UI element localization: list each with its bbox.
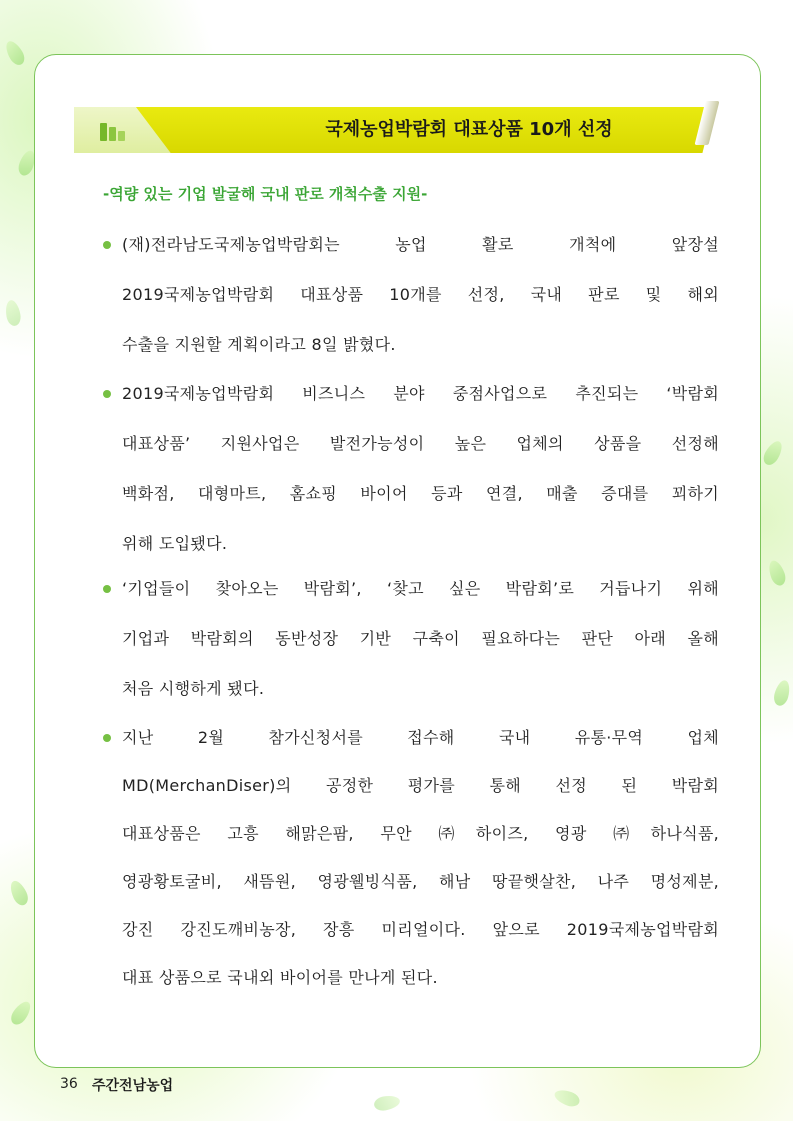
- page-number: 36: [60, 1076, 78, 1092]
- bullet-icon: [103, 390, 111, 398]
- bar-chart-icon: [100, 119, 130, 141]
- text-line: ‘기업들이 찾아오는 박람회’, ‘찾고 싶은 박람회’로 거듭나기 위해: [122, 579, 719, 598]
- content-frame: [34, 54, 761, 1068]
- text-line: 대표상품’ 지원사업은 발전가능성이 높은 업체의 상품을 선정해: [122, 434, 719, 453]
- text-line: 처음 시행하게 됐다.: [122, 679, 265, 698]
- text-line: 백화점, 대형마트, 홈쇼핑 바이어 등과 연결, 매출 증대를 꾀하기: [122, 484, 719, 503]
- bullet-icon: [103, 241, 111, 249]
- article-title: 국제농업박람회 대표상품 10개 선정: [325, 119, 613, 140]
- leaf-decoration: [760, 438, 785, 468]
- text-line: 기업과 박람회의 동반성장 기반 구축이 필요하다는 판단 아래 올해: [122, 629, 719, 648]
- text-line: 2019국제농업박람회 비즈니스 분야 중점사업으로 추진되는 ‘박람회: [122, 384, 719, 403]
- bullet-icon: [103, 585, 111, 593]
- leaf-decoration: [552, 1087, 581, 1109]
- leaf-decoration: [4, 299, 22, 327]
- text-line: 수출을 지원할 계획이라고 8일 밝혔다.: [122, 335, 396, 354]
- title-banner: [74, 107, 714, 153]
- leaf-decoration: [373, 1094, 401, 1112]
- text-line: 위해 도입됐다.: [122, 534, 228, 553]
- leaf-decoration: [772, 679, 792, 708]
- leaf-decoration: [2, 38, 27, 68]
- text-line: MD(MerchanDiser)의 공정한 평가를 통해 선정 된 박람회: [122, 776, 719, 795]
- text-line: 대표상품은 고흥 해맑은팜, 무안 ㈜하이즈, 영광 ㈜하나식품,: [122, 824, 719, 843]
- text-line: 2019국제농업박람회 대표상품 10개를 선정, 국내 판로 및 해외: [122, 285, 719, 304]
- leaf-decoration: [8, 998, 34, 1027]
- text-line: 강진 강진도깨비농장, 장흥 미리얼이다. 앞으로 2019국제농업박람회: [122, 920, 719, 939]
- leaf-decoration: [766, 558, 788, 587]
- text-line: 영광황토굴비, 새뜸원, 영광웰빙식품, 해남 땅끝햇살찬, 나주 명성제분,: [122, 872, 719, 891]
- bullet-icon: [103, 734, 111, 742]
- leaf-decoration: [7, 878, 31, 907]
- text-line: 지난 2월 참가신청서를 접수해 국내 유통·무역 업체: [122, 728, 719, 747]
- publication-name: 주간전남농업: [92, 1078, 174, 1094]
- article-subtitle: -역량 있는 기업 발굴해 국내 판로 개척수출 지원-: [103, 185, 428, 203]
- text-line: 대표 상품으로 국내외 바이어를 만나게 된다.: [122, 968, 438, 987]
- text-line: (재)전라남도국제농업박람회는 농업 활로 개척에 앞장설: [122, 235, 719, 254]
